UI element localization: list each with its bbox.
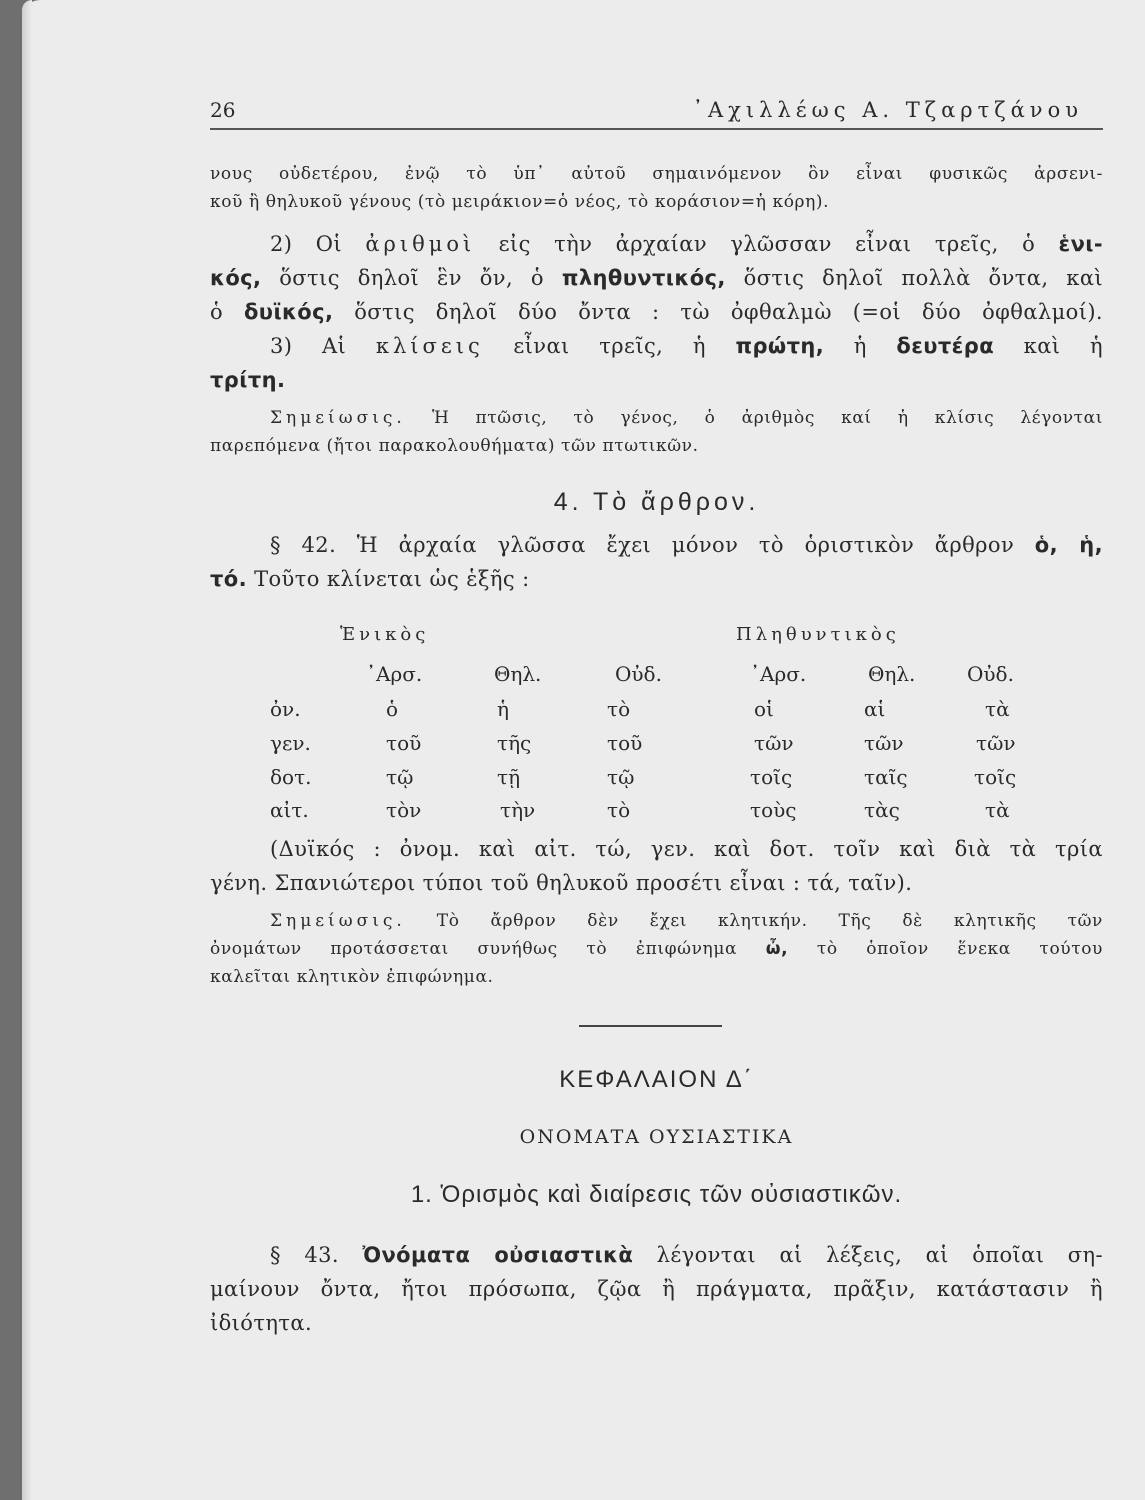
singular-header: Ἑνικὸς xyxy=(340,624,430,645)
table-cell: τὴν xyxy=(500,798,536,822)
text: τὸ ὁποῖον ἕνεκα τούτου xyxy=(816,939,1103,959)
paragraph-43 xyxy=(210,1243,1103,1345)
table-cell: τὸν xyxy=(386,798,422,822)
text: ὀνομάτων προτάσσεται συνήθως τὸ ἐπιφώνημα xyxy=(210,939,738,959)
table-cell: ἡ xyxy=(497,697,509,721)
text: Ἡ ἀρχαία γλῶσσα ἔχει μόνον τὸ ὁριστικὸν ἄρθρον xyxy=(356,533,1015,557)
bold-term: κός, xyxy=(210,266,262,290)
text: καὶ ἡ xyxy=(1023,334,1104,358)
text-line xyxy=(210,911,1103,939)
bold-term: δυϊκός, xyxy=(243,300,334,324)
text-line xyxy=(210,266,1103,300)
table-cell: τῶν xyxy=(976,731,1016,755)
table-cell: τοὺς xyxy=(750,798,797,822)
text: Ἡ πτῶσις, τὸ γένος, ὁ ἀριθμὸς καί ἡ κλίσις λέγονται xyxy=(431,408,1103,428)
paragraph-42 xyxy=(210,533,1103,601)
bold-term: ἑνι- xyxy=(1058,232,1104,256)
case-label: δοτ. xyxy=(270,765,312,789)
table-cell: τὰς xyxy=(864,798,900,822)
table-cell: τοῖς xyxy=(974,765,1017,789)
text: ὁ xyxy=(210,300,224,324)
gender-header: Οὐδ. xyxy=(615,662,662,686)
case-label: αἰτ. xyxy=(270,798,309,822)
gender-header: ᾿Αρσ. xyxy=(750,662,807,686)
intro-line: κοῦ ἢ θηλυκοῦ γένους (τὸ μειράκιον=ὁ νέος, τὸ κοράσιον=ἡ κόρη). xyxy=(210,192,830,212)
text-line: καλεῖται κλητικὸν ἐπιφώνημα. xyxy=(210,967,494,987)
declensions-paragraph xyxy=(210,334,1103,402)
bold-term: πρώτη, xyxy=(735,334,825,358)
text-line xyxy=(210,408,1103,436)
note-paragraph xyxy=(210,408,1103,464)
paragraph-number: § 43. xyxy=(270,1243,339,1267)
bold-term: ὁ, ἡ, xyxy=(1034,533,1103,557)
table-cell: τὰ xyxy=(985,798,1010,822)
table-cell: τὸ xyxy=(607,798,631,822)
text: Τοῦτο κλίνεται ὡς ἑξῆς : xyxy=(254,567,530,591)
intro-paragraph xyxy=(210,164,1103,220)
table-cell: αἱ xyxy=(864,697,886,721)
spaced-term: κλίσεις xyxy=(375,334,484,358)
header-rule xyxy=(210,128,1103,130)
text-line xyxy=(210,334,1103,368)
bold-term: τό. xyxy=(210,567,248,591)
text-line: (Δυϊκός : ὀνομ. καὶ αἰτ. τώ, γεν. καὶ δοτ. τοῖν καὶ διὰ τὰ τρία xyxy=(270,837,1103,861)
case-label: ὀν. xyxy=(270,697,301,721)
bold-term: τρίτη. xyxy=(210,368,286,392)
item-number: 3) Αἱ xyxy=(270,334,347,358)
gender-header: Θηλ. xyxy=(868,662,916,686)
bold-term: Ὀνόματα οὐσιαστικὰ xyxy=(362,1243,634,1267)
text: ὅστις δηλοῖ πολλὰ ὄντα, καὶ xyxy=(743,266,1104,290)
table-cell: τῇ xyxy=(497,765,521,789)
table-cell: τῶν xyxy=(754,731,794,755)
table-cell: ὁ xyxy=(386,697,399,721)
paragraph-number: § 42. xyxy=(270,533,337,557)
section-title: 4. Τὸ ἄρθρον. xyxy=(553,488,760,516)
running-head: ᾿Αχιλλέως Α. Τζαρτζάνου xyxy=(692,98,1083,122)
text: ὅστις δηλοῖ ἓν ὄν, ὁ xyxy=(279,266,544,290)
table-cell: τοῦ xyxy=(607,731,643,755)
chapter-subtitle: ΟΝΟΜΑΤΑ ΟΥΣΙΑΣΤΙΚΑ xyxy=(519,1126,794,1148)
note-label: Σημείωσις. xyxy=(270,408,406,428)
bold-term: ὦ, xyxy=(765,939,789,959)
book-page xyxy=(22,0,1145,1500)
text: ἡ xyxy=(853,334,867,358)
gender-header: Θηλ. xyxy=(494,662,542,686)
table-cell: τοῦ xyxy=(386,731,422,755)
text-line: ἰδιότητα. xyxy=(210,1311,313,1335)
dual-paragraph xyxy=(210,837,1103,905)
note-paragraph xyxy=(210,911,1103,995)
note-label: Σημείωσις. xyxy=(270,911,406,931)
table-cell: τὸ xyxy=(607,697,631,721)
case-label: γεν. xyxy=(270,731,311,755)
gender-header: Οὐδ. xyxy=(967,662,1014,686)
bold-term: δευτέρα xyxy=(896,334,995,358)
gender-header: ᾿Αρσ. xyxy=(366,662,423,686)
table-cell: τῷ xyxy=(607,765,635,789)
table-cell: τῶν xyxy=(864,731,904,755)
text-line: γένη. Σπανιώτεροι τύποι τοῦ θηλυκοῦ προσέτι εἶναι : τά, ταῖν). xyxy=(210,871,913,895)
text-line xyxy=(210,232,1103,266)
page-number: 26 xyxy=(210,98,236,122)
table-cell: τῆς xyxy=(497,731,532,755)
text-line xyxy=(210,368,1103,402)
text-line xyxy=(210,533,1103,567)
text: εἰς τὴν ἀρχαίαν γλῶσσαν εἶναι τρεῖς, ὁ xyxy=(498,232,1036,256)
plural-header: Πληθυντικὸς xyxy=(736,624,900,645)
table-cell: τὰ xyxy=(985,697,1010,721)
table-cell: τοῖς xyxy=(750,765,793,789)
section-divider xyxy=(579,1025,722,1027)
section-title: 1. Ὁρισμὸς καὶ διαίρεσις τῶν οὐσιαστικῶν. xyxy=(410,1181,903,1208)
chapter-title: ΚΕΦΑΛΑΙΟΝ Δ΄ xyxy=(559,1066,754,1093)
text: ὅστις δηλοῖ δύο ὄντα : τὼ ὀφθαλμὼ (=οἱ δύο ὀφθαλμοί). xyxy=(354,300,1104,324)
table-cell: οἱ xyxy=(754,697,774,721)
text: Τὸ ἄρθρον δὲν ἔχει κλητικήν. Τῆς δὲ κλητικῆς τῶν xyxy=(436,911,1103,931)
text-line xyxy=(210,567,1103,601)
text-line: μαίνουν ὄντα, ἤτοι πρόσωπα, ζῷα ἢ πράγματα, πρᾶξιν, κατάστασιν ἢ xyxy=(210,1277,1103,1301)
table-cell: τῷ xyxy=(386,765,414,789)
text-line: παρεπόμενα (ἤτοι παρακολουθήματα) τῶν πτωτικῶν. xyxy=(210,436,699,456)
text: εἶναι τρεῖς, ἡ xyxy=(513,334,706,358)
bold-term: πληθυντικός, xyxy=(561,266,726,290)
text: λέγονται αἱ λέξεις, αἱ ὁποῖαι ση- xyxy=(656,1243,1103,1267)
text-line xyxy=(210,1243,1103,1277)
item-number: 2) Οἱ xyxy=(270,232,342,256)
intro-line: νους οὐδετέρου, ἐνῷ τὸ ὑπ᾿ αὐτοῦ σημαινόμενον ὂν εἶναι φυσικῶς ἀρσενι- xyxy=(210,164,1103,184)
text-line xyxy=(210,939,1103,967)
table-cell: ταῖς xyxy=(864,765,908,789)
spaced-term: ἀριθμοὶ xyxy=(365,232,476,256)
numbers-paragraph xyxy=(210,232,1103,334)
text-line xyxy=(210,300,1103,334)
